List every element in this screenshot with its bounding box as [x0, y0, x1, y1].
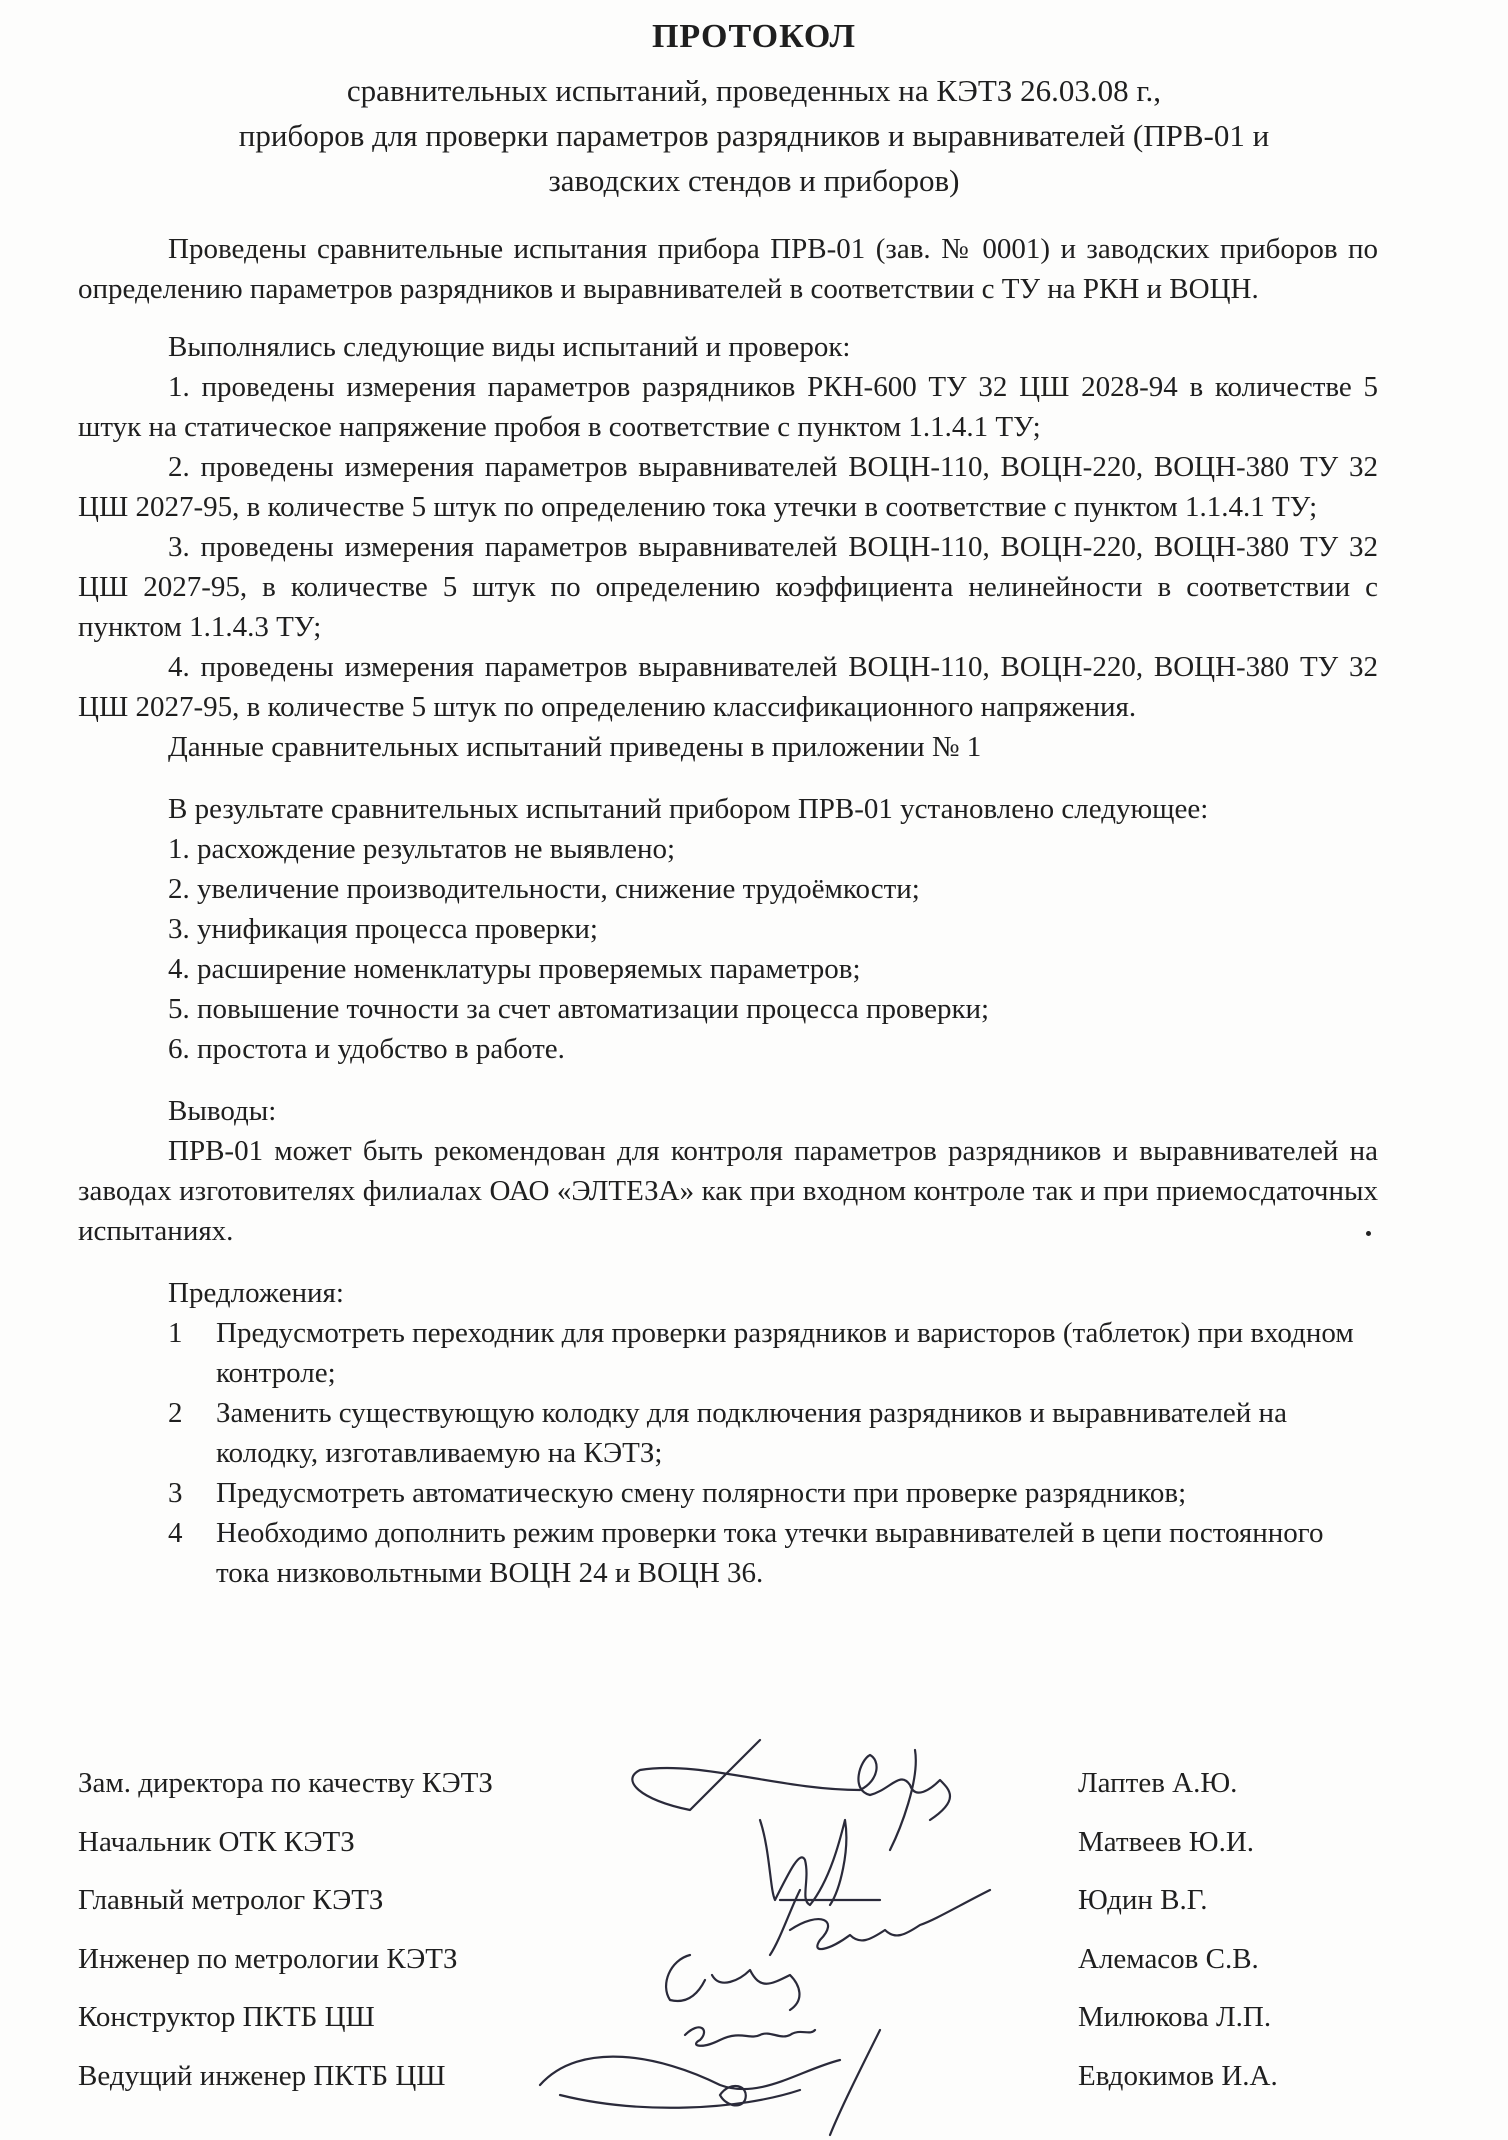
- test-item: 1. проведены измерения параметров разрядников РКН-600 ТУ 32 ЦШ 2028-94 в количестве 5 штук на статическое напряжение пробоя в соответствие с пунктом 1.1.4.1 ТУ;: [78, 371, 1378, 443]
- signatory-name: Евдокимов И.А.: [1078, 2059, 1278, 2092]
- signatory-position: Зам. директора по качеству КЭТЗ: [78, 1767, 493, 1799]
- result-item: 3. унификация процесса проверки;: [168, 913, 598, 945]
- test-item: 3. проведены измерения параметров выравнивателей ВОЦН-110, ВОЦН-220, ВОЦН-380 ТУ 32 ЦШ 2027-95, в количестве 5 штук по определению коэффициента нелинейности в соответствии с пунктом 1.1.4.3 ТУ;: [78, 531, 1378, 643]
- proposal-number: 4: [168, 1517, 183, 1549]
- proposal-item: [78, 1313, 1378, 1393]
- document-title: ПРОТОКОЛ: [651, 18, 857, 55]
- proposal-text: Предусмотреть переходник для проверки разрядников и варисторов (таблеток) при входном контроле;: [216, 1317, 1354, 1389]
- proposal-text: Предусмотреть автоматическую смену полярности при проверке разрядников;: [216, 1477, 1187, 1509]
- signature-row: [78, 1767, 1428, 1826]
- subtitle-line: заводских стендов и приборов): [548, 163, 960, 198]
- conclusions-text: ПРВ-01 может быть рекомендован для контроля параметров разрядников и выравнивателей на заводах изготовителях филиалах ОАО «ЭЛТЕЗА» как при входном контроле так и при приемосдаточных испытаниях.: [78, 1135, 1378, 1247]
- appendix-note: Данные сравнительных испытаний приведены в приложении № 1: [168, 731, 982, 763]
- signatory-position: Начальник ОТК КЭТЗ: [78, 1825, 355, 1858]
- signatory-name: Милюкова Л.П.: [1078, 2001, 1272, 2033]
- proposal-number: 2: [168, 1397, 183, 1429]
- proposal-item: [78, 1513, 1378, 1593]
- tests-heading: Выполнялись следующие виды испытаний и проверок:: [168, 331, 851, 363]
- proposal-number: 3: [168, 1477, 183, 1509]
- proposal-item: [78, 1473, 1378, 1513]
- signatory-position: Ведущий инженер ПКТБ ЦШ: [78, 2059, 446, 2092]
- signatory-name: Юдин В.Г.: [1078, 1884, 1208, 1916]
- signature-block: [78, 1767, 1428, 2118]
- result-item: 4. расширение номенклатуры проверяемых параметров;: [168, 953, 861, 985]
- signatory-position: Главный метролог КЭТЗ: [78, 1884, 384, 1916]
- signatory-name: Лаптев А.Ю.: [1078, 1767, 1238, 1799]
- signatory-name: Алемасов С.В.: [1078, 1942, 1259, 1975]
- proposals-heading: Предложения:: [168, 1277, 344, 1309]
- intro-paragraph: Проведены сравнительные испытания прибора ПРВ-01 (зав. № 0001) и заводских приборов по определению параметров разрядников и выравнивателей в соответствии с ТУ на РКН и ВОЦН.: [78, 233, 1378, 305]
- subtitle-line: сравнительных испытаний, проведенных на КЭТЗ 26.03.08 г.,: [346, 73, 1162, 108]
- proposal-item: [78, 1393, 1378, 1473]
- result-item: 5. повышение точности за счет автоматизации процесса проверки;: [168, 993, 990, 1025]
- results-heading: В результате сравнительных испытаний прибором ПРВ-01 установлено следующее:: [168, 793, 1209, 825]
- result-item: 2. увеличение производительности, снижение трудоёмкости;: [168, 873, 920, 905]
- result-item: 1. расхождение результатов не выявлено;: [168, 833, 676, 865]
- result-item: 6. простота и удобство в работе.: [168, 1033, 565, 1065]
- proposal-number: 1: [168, 1317, 183, 1349]
- signature-row: [78, 1884, 1428, 1943]
- signature-row: [78, 2001, 1428, 2060]
- signature-row: [78, 1826, 1428, 1885]
- conclusions-heading: Выводы:: [168, 1095, 277, 1127]
- document-body: [78, 229, 1378, 1593]
- test-item: 4. проведены измерения параметров выравнивателей ВОЦН-110, ВОЦН-220, ВОЦН-380 ТУ 32 ЦШ 2027-95, в количестве 5 штук по определению классификационного напряжения.: [78, 651, 1378, 723]
- signatory-position: Конструктор ПКТБ ЦШ: [78, 2001, 375, 2033]
- subtitle-line: приборов для проверки параметров разрядников и выравнивателей (ПРВ-01 и: [238, 118, 1270, 153]
- document-subtitle: [0, 68, 1508, 203]
- signature-row: [78, 1943, 1428, 2002]
- signatory-position: Инженер по метрологии КЭТЗ: [78, 1942, 458, 1975]
- signatory-name: Матвеев Ю.И.: [1078, 1825, 1255, 1858]
- proposal-text: Необходимо дополнить режим проверки тока утечки выравнивателей в цепи постоянного тока низковольтными ВОЦН 24 и ВОЦН 36.: [216, 1517, 1324, 1589]
- test-item: 2. проведены измерения параметров выравнивателей ВОЦН-110, ВОЦН-220, ВОЦН-380 ТУ 32 ЦШ 2027-95, в количестве 5 штук по определению тока утечки в соответствие с пунктом 1.1.4.1 ТУ;: [78, 451, 1378, 523]
- proposal-text: Заменить существующую колодку для подключения разрядников и выравнивателей на колодку, изготавливаемую на КЭТЗ;: [216, 1397, 1287, 1469]
- stray-mark: [1366, 1231, 1371, 1236]
- signature-row: [78, 2060, 1428, 2119]
